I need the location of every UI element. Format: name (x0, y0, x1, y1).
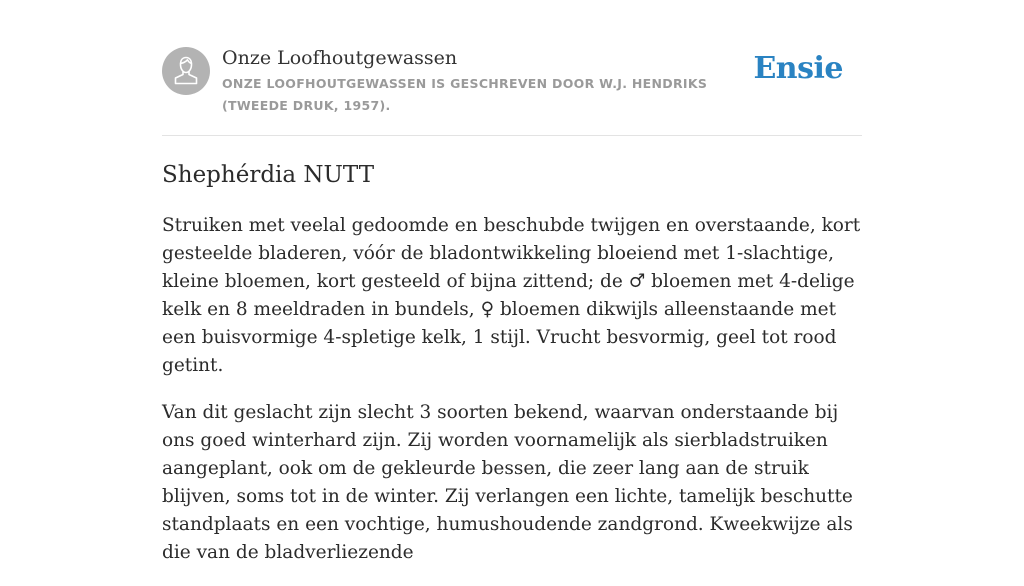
avatar[interactable] (162, 47, 210, 95)
source-title[interactable]: Onze Loofhoutgewassen (222, 47, 458, 69)
article-title: Shephérdia NUTT (162, 162, 375, 188)
source-header (162, 46, 862, 136)
article-paragraph: Van dit geslacht zijn slecht 3 soorten bekend, waarvan onderstaande bij ons goed winterhard zijn. Zij worden voornamelijk als sierbladstruiken aangeplant, ook om de gekleurde bessen, die zeer lang aan de struik blijven, soms tot in de winter. Zij verlangen een lichte, tamelijk beschutte standplaats en een vochtige, humushoudende zandgrond. Kweekwijze als die van de bladverliezende (162, 402, 853, 563)
brand-logo[interactable]: Ensie (753, 51, 843, 86)
article-body (162, 212, 862, 586)
source-description: ONZE LOOFHOUTGEWASSEN IS GESCHREVEN DOOR W.J. HENDRIKS (TWEEDE DRUK, 1957). (222, 76, 708, 113)
article-paragraph: Struiken met veelal gedoomde en beschubde twijgen en overstaande, kort gesteelde bladeren, vóór de bladontwikkeling bloeiend met 1-slachtige, kleine bloemen, kort gesteeld of bijna zittend; de ♂ bloemen met 4-delige kelk en 8 meeldraden in bundels, ♀ bloemen dikwijls alleenstaande met een buisvormige 4-spletige kelk, 1 stijl. Vrucht besvormig, geel tot rood getint. (162, 215, 861, 376)
user-icon (162, 47, 210, 95)
